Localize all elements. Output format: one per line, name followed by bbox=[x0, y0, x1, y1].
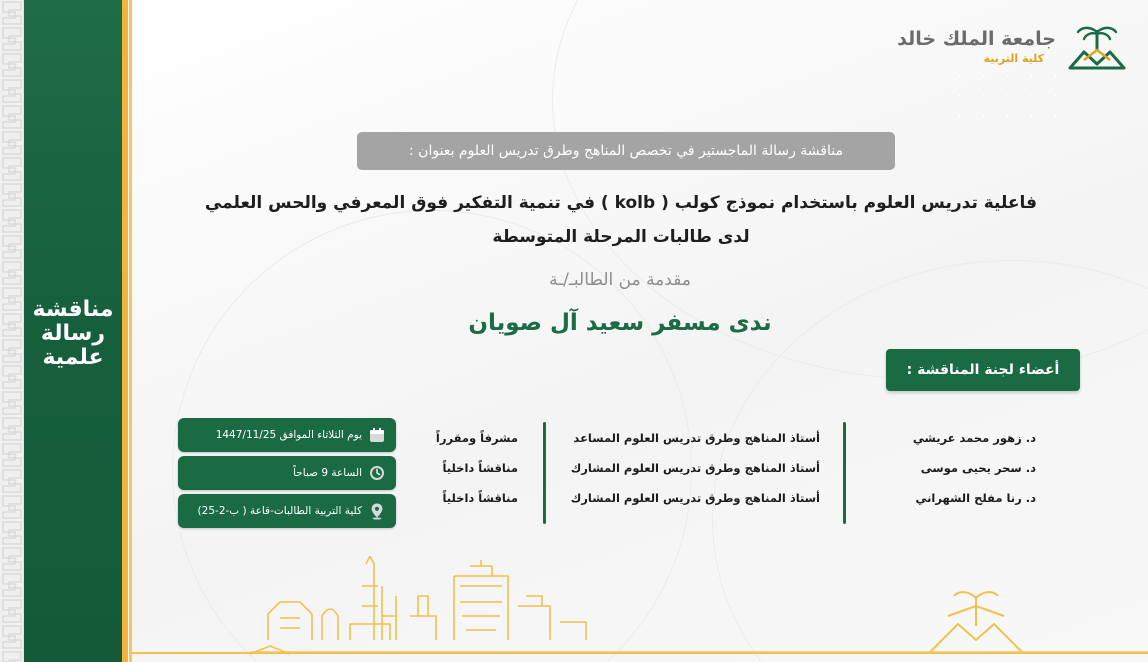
member-title: أستاذ المناهج وطرق تدريس العلوم المشارك bbox=[570, 461, 820, 475]
location-pin-icon bbox=[368, 502, 386, 520]
thesis-title bbox=[190, 186, 1052, 254]
palm-tree-logo-icon bbox=[1066, 24, 1128, 70]
column-divider bbox=[843, 422, 846, 524]
gold-accent-bar bbox=[122, 0, 128, 662]
heading-pill: مناقشة رسالة الماجستير في تخصص المناهج وطرق تدريس العلوم بعنوان : bbox=[357, 132, 895, 170]
member-title: أستاذ المناهج وطرق تدريس العلوم المساعد bbox=[573, 431, 820, 445]
thesis-title-line: فاعلية تدريس العلوم باستخدام نموذج كولب ( kolb ) في تنمية التفكير فوق المعرفي والحس العلمي bbox=[204, 193, 1038, 213]
clock-icon bbox=[368, 464, 386, 482]
committee-header: أعضاء لجنة المناقشة : bbox=[886, 349, 1080, 391]
committee-titles-column bbox=[550, 426, 820, 516]
thesis-title-line: لدى طالبات المرحلة المتوسطة bbox=[492, 227, 750, 247]
side-band-title bbox=[30, 298, 116, 370]
university-name: جامعة الملك خالد bbox=[897, 28, 1056, 50]
university-logo bbox=[888, 24, 1128, 74]
event-time: الساعة 9 صباحاً bbox=[293, 467, 362, 479]
city-skyline-illustration bbox=[250, 556, 1148, 662]
member-name: د. سحر يحيى موسى bbox=[920, 461, 1036, 475]
college-name: كلية التربية bbox=[983, 52, 1044, 65]
side-title-line: مناقشة bbox=[32, 297, 114, 322]
decorative-dots bbox=[958, 72, 1078, 124]
bottom-gold-line bbox=[132, 652, 1148, 654]
column-divider bbox=[543, 422, 546, 524]
member-name: د. زهور محمد عريشي bbox=[912, 431, 1036, 445]
side-title-line: رسالة bbox=[40, 321, 106, 346]
geometric-pattern-strip bbox=[0, 0, 24, 662]
presented-by-label: مقدمة من الطالبـ/ـة bbox=[549, 270, 691, 290]
member-role: مشرفاً ومقرراً bbox=[435, 431, 518, 445]
event-location-box bbox=[178, 494, 396, 528]
event-location: كلية التربية الطالبات-قاعة ( ب-2-25) bbox=[197, 505, 362, 517]
calendar-icon bbox=[368, 426, 386, 444]
event-time-box bbox=[178, 456, 396, 490]
member-name: د. رنا مفلح الشهراني bbox=[915, 491, 1036, 505]
member-role: مناقشاً داخلياً bbox=[442, 461, 518, 475]
committee-names-column bbox=[836, 426, 1036, 516]
student-name: ندى مسفر سعيد آل صويان bbox=[468, 310, 772, 336]
committee-roles-column bbox=[408, 426, 518, 516]
event-date-box bbox=[178, 418, 396, 452]
side-title-line: علمية bbox=[42, 345, 104, 370]
member-role: مناقشاً داخلياً bbox=[442, 491, 518, 505]
event-date: يوم الثلاثاء الموافق 1447/11/25 bbox=[215, 429, 362, 441]
member-title: أستاذ المناهج وطرق تدريس العلوم المشارك bbox=[570, 491, 820, 505]
